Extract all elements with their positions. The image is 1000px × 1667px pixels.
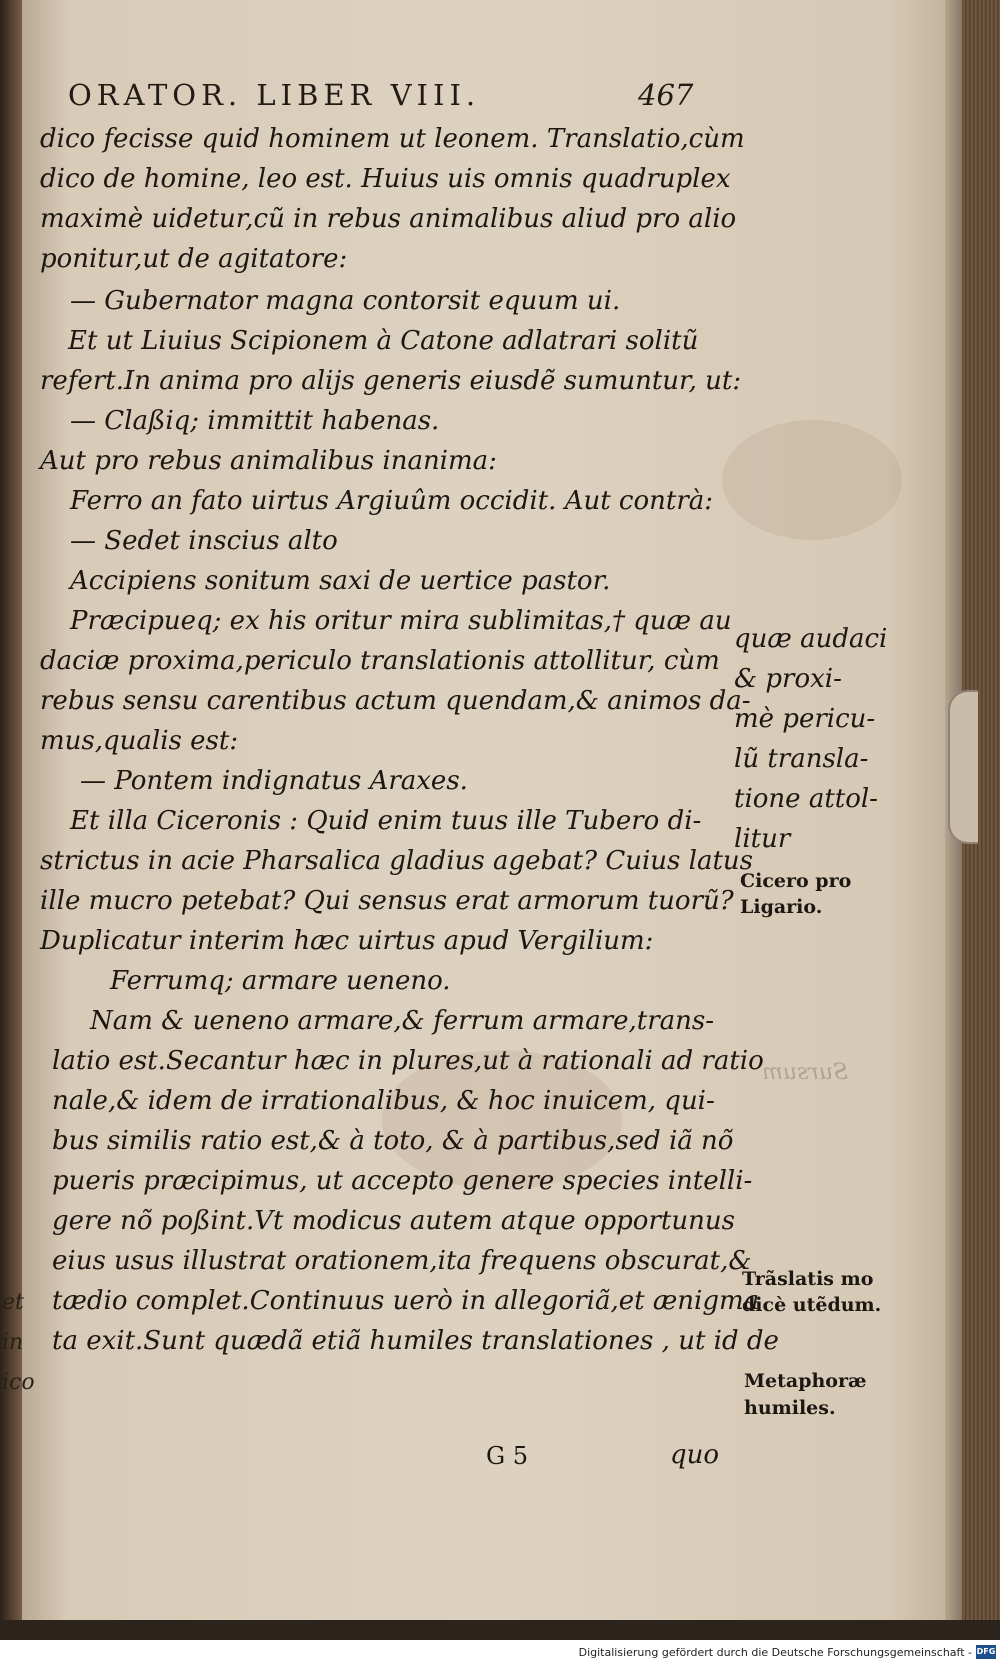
running-head: ORATOR. LIBER VIII.	[68, 78, 481, 112]
margin-note-line: tione attol-	[734, 784, 878, 814]
signature-mark: G 5	[486, 1442, 529, 1470]
margin-note-line: Metaphoræ	[744, 1370, 867, 1392]
text-line: Aut pro rebus animalibus inanima:	[40, 446, 497, 476]
page-number: 467	[638, 78, 694, 112]
text-line: Et ut Liuius Scipionem à Catone adlatrari solitũ	[68, 326, 699, 356]
clasp-strap	[948, 690, 978, 844]
text-line: nale,& idem de irrationalibus, & hoc inuicem, qui-	[52, 1086, 715, 1116]
margin-note-line: lũ transla-	[734, 744, 869, 774]
page-header	[68, 78, 708, 118]
text-line: eius usus illustrat orationem,ita frequens obscurat,&	[52, 1246, 752, 1276]
text-line: bus similis ratio est,& à toto, & à partibus,sed iã nõ	[52, 1126, 734, 1156]
credit-bar	[0, 1640, 1000, 1667]
text-line: daciæ proxima,periculo translationis attollitur, cùm	[40, 646, 720, 676]
margin-note-line: Cicero pro	[740, 870, 852, 892]
text-line: refert.In anima pro alijs generis eiusdẽ sumuntur, ut:	[40, 366, 742, 396]
margin-note-line: Ligario.	[740, 896, 823, 918]
margin-note-line: & proxi-	[734, 664, 842, 694]
text-line: dico fecisse quid hominem ut leonem. Translatio,cùm	[40, 124, 745, 154]
text-line: latio est.Secantur hæc in plures,ut à rationali ad ratio	[52, 1046, 764, 1076]
text-line: mus,qualis est:	[40, 726, 239, 756]
text-line: rebus sensu carentibus actum quendam,& animos da-	[40, 686, 751, 716]
paper-stain	[722, 420, 902, 540]
text-line: Ferrumq; armare ueneno.	[110, 966, 451, 996]
text-line: — Gubernator magna contorsit equum ui.	[70, 286, 621, 316]
bleed-through-text: Sursum	[762, 1060, 849, 1085]
left-page-fragment: in	[2, 1330, 24, 1355]
text-line: pueris præcipimus, ut accepto genere species intelli-	[52, 1166, 753, 1196]
text-line: ta exit.Sunt quædã etiã humiles translationes , ut id de	[52, 1326, 779, 1356]
margin-note-line: dicè utẽdum.	[742, 1294, 882, 1316]
text-line: — Sedet inscius alto	[70, 526, 338, 556]
text-line: Duplicatur interim hæc uirtus apud Vergilium:	[40, 926, 654, 956]
scan-bottom-edge	[0, 1620, 1000, 1640]
text-line: ille mucro petebat? Qui sensus erat armorum tuorũ?	[40, 886, 734, 916]
text-line: Et illa Ciceronis : Quid enim tuus ille Tubero di-	[70, 806, 702, 836]
text-line: maximè uidetur,cũ in rebus animalibus aliud pro alio	[40, 204, 737, 234]
text-line: gere nõ poßint.Vt modicus autem atque opportunus	[52, 1206, 735, 1236]
digitization-credit: Digitalisierung gefördert durch die Deutsche Forschungsgemeinschaft -	[578, 1646, 972, 1659]
margin-note-line: Trãslatis mo	[742, 1268, 874, 1290]
left-page-fragment: et	[2, 1290, 24, 1315]
margin-note-line: litur	[734, 824, 791, 854]
margin-note-line: mè pericu-	[734, 704, 876, 734]
text-line: tædio complet.Continuus uerò in allegoriã,et ænigma	[52, 1286, 760, 1316]
text-line: Accipiens sonitum saxi de uertice pastor.	[70, 566, 611, 596]
margin-note-line: humiles.	[744, 1397, 836, 1419]
catchword: quo	[670, 1440, 720, 1470]
dfg-logo: DFG	[976, 1645, 996, 1659]
text-line: ponitur,ut de agitatore:	[40, 244, 348, 274]
margin-note-line: quæ audaci	[734, 624, 888, 654]
text-line: Ferro an fato uirtus Argiuûm occidit. Aut contrà:	[70, 486, 714, 516]
text-line: Nam & ueneno armare,& ferrum armare,trans-	[90, 1006, 715, 1036]
text-line: dico de homine, leo est. Huius uis omnis quadruplex	[40, 164, 731, 194]
text-line: — Claßiq; immittit habenas.	[70, 406, 440, 436]
text-line: Præcipueq; ex his oritur mira sublimitas,† quæ au	[70, 606, 732, 636]
left-page-fragment: ico	[2, 1370, 35, 1395]
text-line: strictus in acie Pharsalica gladius agebat? Cuius latus	[40, 846, 753, 876]
text-line: — Pontem indignatus Araxes.	[80, 766, 468, 796]
